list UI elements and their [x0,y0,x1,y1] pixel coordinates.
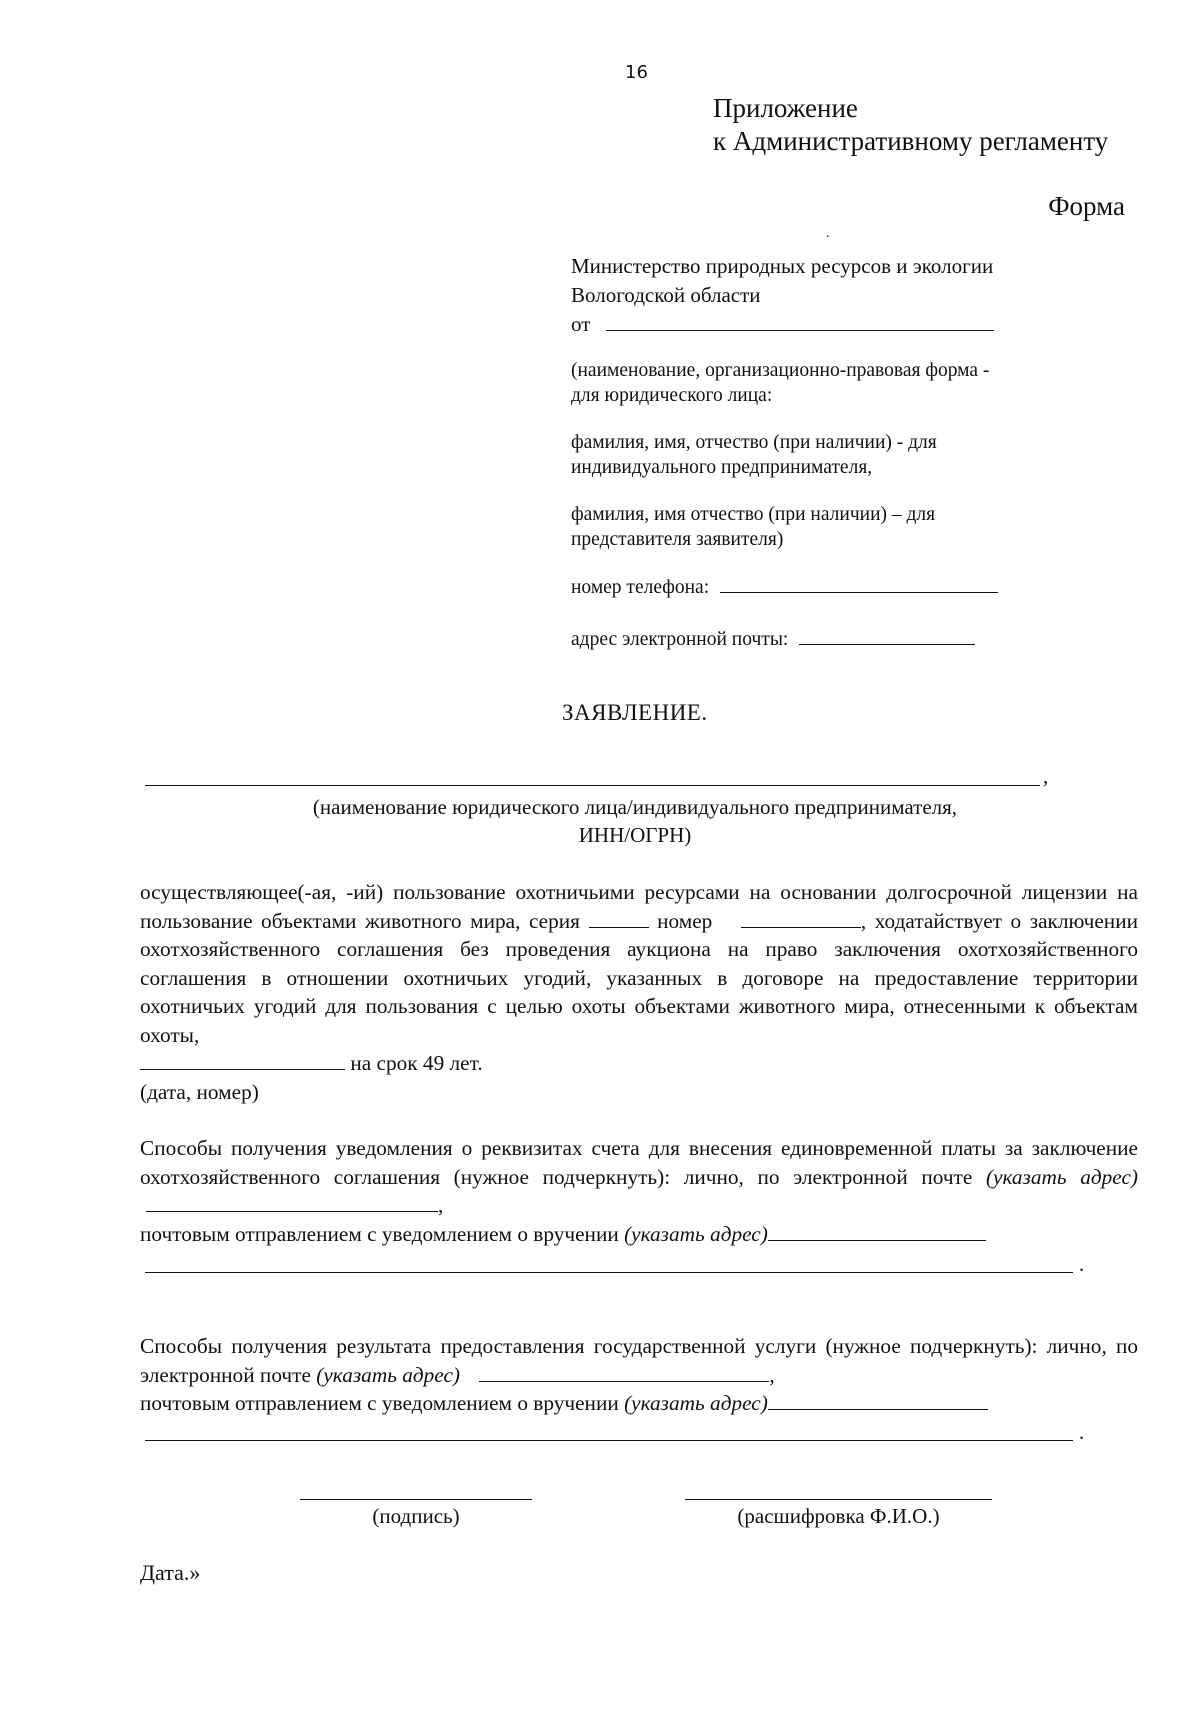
entrepreneur-hint-line-1: фамилия, имя, отчество (при наличии) - для [571,432,937,453]
appendix-line-1: Приложение [713,93,858,123]
addressee-line-1: Министерство природных ресурсов и экологии [571,254,994,278]
notification-email-field[interactable] [146,1210,438,1212]
notification-post-field[interactable] [768,1239,986,1241]
body-text-2: номер [657,908,713,933]
body-text-5: на срок 49 лет. [350,1051,483,1075]
result-post-field[interactable] [768,1408,988,1410]
signature-name-caption: (расшифровка Ф.И.О.) [737,1504,940,1528]
phone-row [571,575,998,600]
appendix-line-2: к Административному регламенту [713,126,1109,156]
application-body [140,878,1138,1106]
result-email-hint: (указать адрес) [316,1362,460,1387]
result-post-hint: (указать адрес) [624,1391,768,1415]
notification-comma: , [438,1193,444,1217]
applicant-name-comma: , [1043,764,1049,788]
signature-field[interactable] [300,1499,532,1500]
notification-end-dot: . [1079,1252,1085,1276]
result-methods [140,1332,1138,1418]
representative-hint-line-1: фамилия, имя отчество (при наличии) – для [571,504,936,525]
representative-hint-line-2: представителя заявителя) [571,529,784,550]
email-field[interactable] [799,643,975,645]
addressee-block [571,252,994,339]
document-title: ЗАЯВЛЕНИЕ. [562,700,708,725]
email-row [571,627,975,652]
result-comma: , [769,1362,775,1387]
applicant-name-caption-1: (наименование юридического лица/индивидуального предпринимателя, [312,795,958,819]
body-text-1: осуществляющее(-ая, -ий) пользование охотничьими ресурсами на основании долгосрочной лицензии на пользование объектами животного мира, серия [140,880,1138,933]
notification-methods [140,1134,1138,1248]
from-field[interactable] [606,329,994,331]
entrepreneur-hint [571,430,937,480]
legal-entity-hint-line-2: для юридического лица: [571,385,773,406]
notification-text: Способы получения уведомления о реквизитах счета для внесения единовременной платы за заключение охотхозяйственного соглашения (нужное подчеркнуть): лично, по электронной почте [140,1136,1138,1189]
form-label: Форма [1048,191,1125,221]
applicant-name-field[interactable] [145,785,1040,786]
result-text: Способы получения результата предоставления государственной услуги (нужное подчеркнуть): лично, по электронной почте [140,1334,1138,1387]
result-post-field-line-2[interactable] [145,1440,1073,1441]
license-number-field[interactable] [741,926,861,928]
appendix-heading [713,92,1108,158]
page-number: 16 [625,62,648,83]
legal-entity-hint [571,358,989,408]
dot-mark: . [826,226,830,241]
body-text-3: , [860,908,867,933]
result-end-dot: . [1079,1420,1085,1444]
date-label: Дата.» [140,1560,201,1585]
notification-post-hint: (указать адрес) [624,1221,768,1246]
representative-hint [571,502,935,552]
series-field[interactable] [589,926,649,928]
result-email-field[interactable] [479,1380,769,1382]
entrepreneur-hint-line-2: индивидуального предпринимателя, [571,457,873,478]
legal-entity-hint-line-1: (наименование, организационно-правовая форма - [571,360,990,381]
from-line [571,310,994,339]
contract-date-number-field[interactable] [140,1068,345,1070]
email-label: адрес электронной почты: [571,629,789,650]
body-text-4: ходатайствует о заключении охотхозяйственного соглашения без проведения аукциона на право заключения охотхозяйственного соглашения в отношении охотничьих угодий, указанных в договоре на предоставление территории охотничьих угодий для пользования с целью охоты объектами животного мира, отнесенными к объектам охоты, [140,908,1138,1047]
date-number-caption: (дата, номер) [140,1079,259,1104]
signature-caption: (подпись) [372,1504,460,1528]
notification-post-text: почтовым отправлением с уведомлением о вручении [140,1221,619,1246]
result-post-text: почтовым отправлением с уведомлением о вручении [140,1391,619,1415]
phone-label: номер телефона: [571,577,710,598]
signature-name-field[interactable] [685,1499,992,1500]
addressee-line-2: Вологодской области [571,283,761,307]
notification-email-hint: (указать адрес) [985,1164,1138,1189]
notification-post-field-line-2[interactable] [145,1272,1073,1273]
applicant-name-caption-2: ИНН/ОГРН) [578,823,692,847]
from-prefix: от [571,312,591,336]
phone-field[interactable] [720,591,998,593]
